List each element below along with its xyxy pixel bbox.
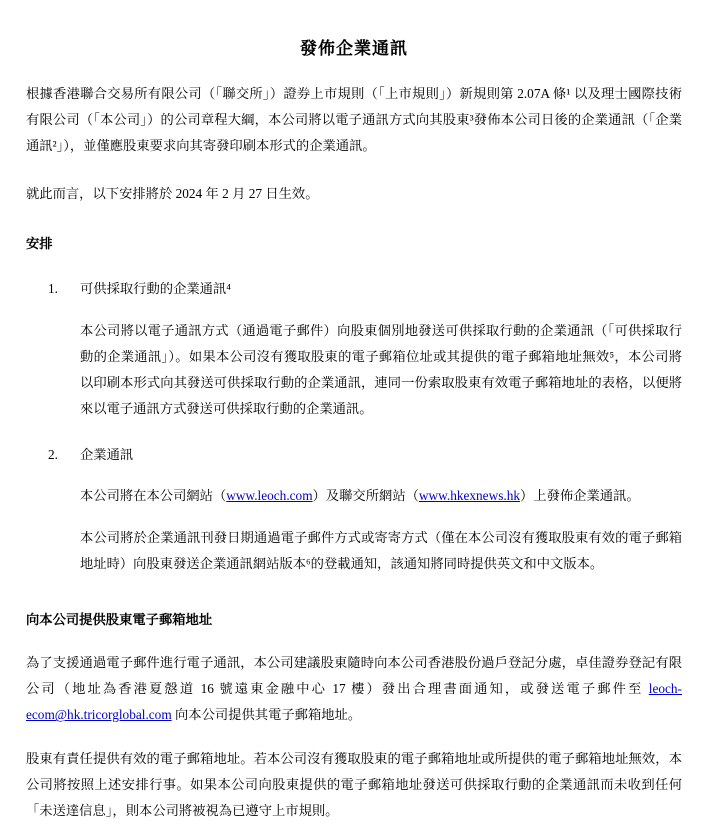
- list-item-number: 1.: [48, 280, 58, 296]
- email-para-suffix: 向本公司提供其電子郵箱地址。: [171, 707, 362, 723]
- list-item: [26, 442, 682, 468]
- email-section-heading: 向本公司提供股東電子郵箱地址: [26, 612, 213, 628]
- list-item-title: 可供採取行動的企業通訊⁴: [80, 280, 231, 296]
- actionable-corporate-communication-body: 本公司將以電子通訊方式（通過電子郵件）向股東個別地發送可供採取行動的企業通訊（「可供採取行動的企業通訊」）。如果本公司沒有獲取股東的電子郵箱位址或其提供的電子郵箱地址無效⁵，本公司將以印刷本形式向其發送可供採取行動的企業通訊，連同一份索取股東有效電子郵箱地址的表格，以便將來以電子通訊方式發送可供採取行動的企業通訊。: [80, 322, 682, 416]
- arrangement-heading: 安排: [26, 235, 53, 251]
- shareholder-responsibility-paragraph: 股東有責任提供有效的電子郵箱地址。若本公司沒有獲取股東的電子郵箱地址或所提供的電子郵箱地址無效，本公司將按照上述安排行事。如果本公司向股東提供的電子郵箱地址發送可供採取行動的企業通訊而未收到任何「未送達信息」，則本公司將被視為已遵守上市規則。: [26, 751, 682, 819]
- email-provision-paragraph: [26, 650, 682, 728]
- contact-email-link[interactable]: leoch-ecom@hk.tricorglobal.com: [26, 681, 682, 723]
- hkexnews-website-link[interactable]: www.hkexnews.hk: [418, 488, 520, 504]
- email-para-prefix: 為了支援通過電子郵件進行電子通訊，本公司建議股東隨時向本公司香港股份過戶登記分處，卓佳證券登記有限公司（地址為香港夏慤道 16 號遠東金融中心 17 樓）發出合理書面通知，或發送電子郵件至: [26, 655, 682, 697]
- arrangement-list: [26, 276, 682, 302]
- list-item-title: 企業通訊: [80, 446, 134, 462]
- arrangement-list-2: [26, 442, 682, 468]
- website-para-middle: ）及聯交所網站（: [312, 488, 419, 504]
- publication-notice-paragraph: 本公司將於企業通訊刊發日期通過電子郵件方式或寄寄方式（僅在本公司沒有獲取股東有效的電子郵箱地址時）向股東發送企業通訊網站版本⁶的登載通知，該通知將同時提供英文和中文版本。: [80, 530, 682, 572]
- list-item-number: 2.: [48, 446, 58, 462]
- page-title: 發佈企業通訊: [300, 39, 408, 58]
- intro-paragraph: 根據香港聯合交易所有限公司（「聯交所」）證券上市規則（「上市規則」）新規則第 2.07A 條¹ 以及理士國際技術有限公司（「本公司」）的公司章程大綱，本公司將以電子通訊方式向其股東³發佈本公司日後的企業通訊（「企業通訊²」），並僅應股東要求向其寄發印刷本形式的企業通訊。: [26, 86, 682, 153]
- website-para-prefix: 本公司將在本公司網站（: [80, 488, 227, 504]
- leoch-website-link[interactable]: www.leoch.com: [226, 488, 313, 504]
- website-para-suffix: ）上發佈企業通訊。: [520, 488, 640, 504]
- corporate-communication-website-paragraph: [26, 483, 682, 509]
- list-item: [26, 276, 682, 302]
- effective-date-paragraph: 就此而言，以下安排將於 2024 年 2 月 27 日生效。: [26, 185, 319, 201]
